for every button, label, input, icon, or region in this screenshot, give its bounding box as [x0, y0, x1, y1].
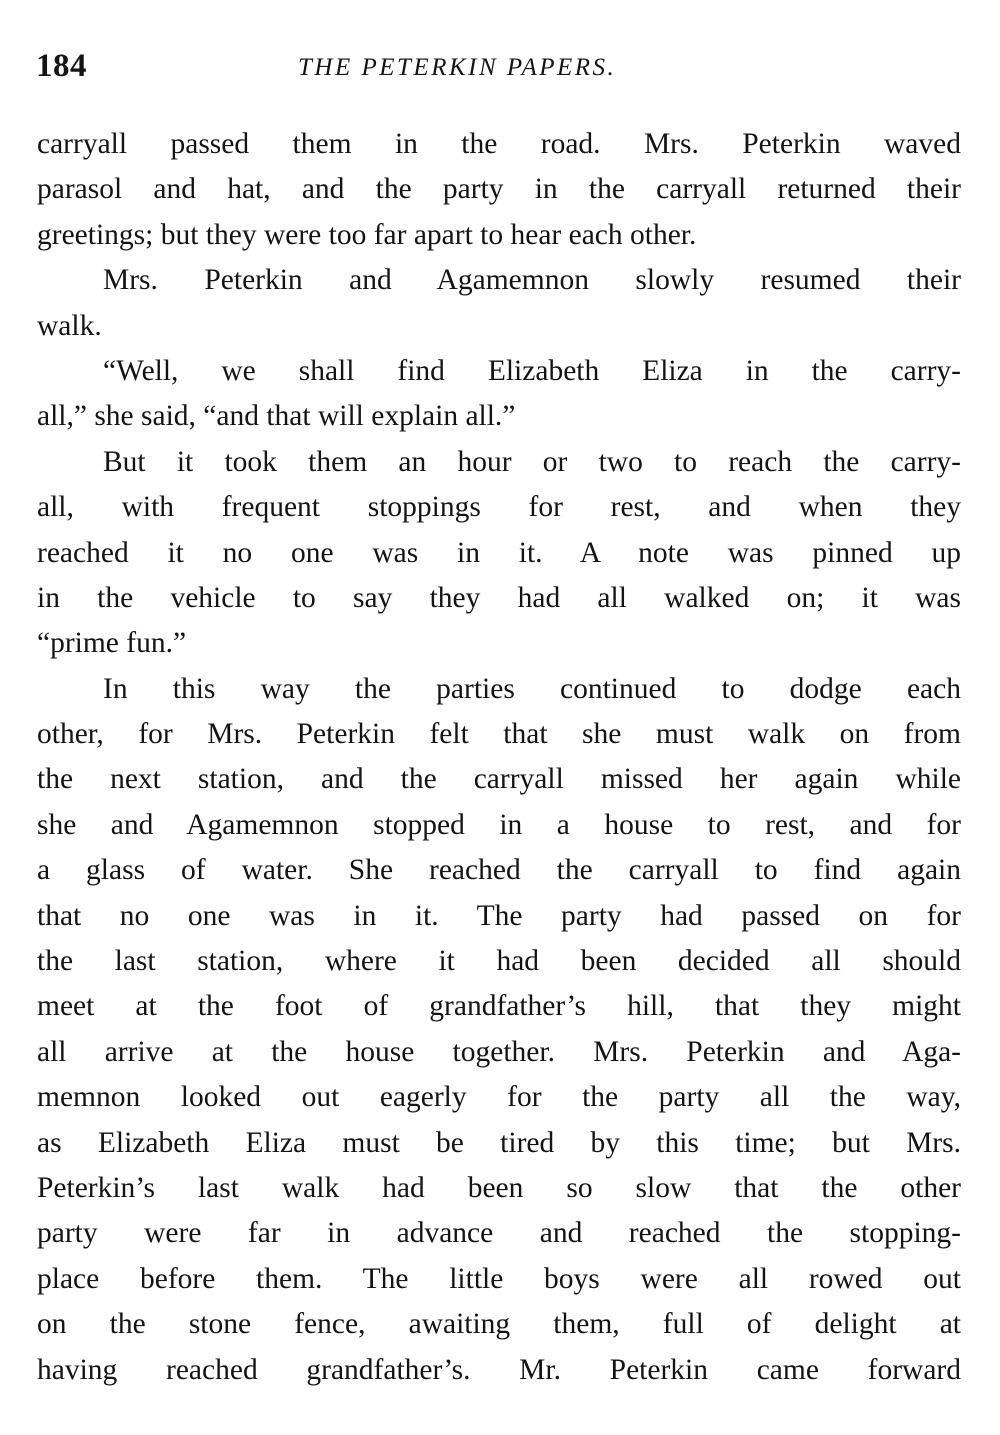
text-line: all, with frequent stoppings for rest, and when they [37, 491, 961, 524]
text-line: all,” she said, “and that will explain all.” [37, 400, 516, 433]
text-line: carryall passed them in the road. Mrs. Peterkin waved [37, 128, 961, 160]
text-line: the last station, where it had been decided all should [37, 945, 961, 978]
running-title: THE PETERKIN PAPERS. [298, 54, 617, 81]
text-line: she and Agamemnon stopped in a house to rest, and for [37, 808, 961, 841]
text-line: walk. [37, 309, 102, 342]
text-line: parasol and hat, and the party in the carryall returned their [37, 173, 961, 206]
text-line: the next station, and the carryall missed her again while [37, 763, 961, 796]
page-number: 184 [36, 48, 87, 84]
text-line: in the vehicle to say they had all walked on; it was [37, 581, 961, 614]
text-line: “Well, we shall find Elizabeth Eliza in the carry- [103, 354, 961, 387]
text-line: a glass of water. She reached the carryall to find again [37, 854, 961, 887]
text-line: Peterkin’s last walk had been so slow that the other [37, 1171, 961, 1204]
text-line: greetings; but they were too far apart to hear each other. [37, 218, 697, 251]
text-line: other, for Mrs. Peterkin felt that she must walk on from [37, 718, 961, 751]
text-line: having reached grandfather’s. Mr. Peterkin came forward [37, 1353, 961, 1386]
text-line: reached it no one was in it. A note was pinned up [37, 536, 961, 569]
text-line: “prime fun.” [37, 627, 187, 660]
text-line: on the stone fence, awaiting them, full of delight at [37, 1308, 961, 1341]
text-line: In this way the parties continued to dodge each [103, 672, 961, 705]
text-line: all arrive at the house together. Mrs. Peterkin and Aga- [37, 1035, 961, 1068]
text-line: Mrs. Peterkin and Agamemnon slowly resumed their [103, 264, 961, 297]
text-line: meet at the foot of grandfather’s hill, that they might [37, 990, 961, 1023]
text-line: that no one was in it. The party had passed on for [37, 899, 961, 932]
text-line: But it took them an hour or two to reach the carry- [103, 445, 961, 478]
text-line: party were far in advance and reached the stopping- [37, 1217, 961, 1250]
page-header [36, 48, 964, 88]
text-line: place before them. The little boys were all rowed out [37, 1262, 961, 1295]
body-text [37, 122, 961, 1393]
text-line: memnon looked out eagerly for the party all the way, [37, 1081, 961, 1114]
text-line: as Elizabeth Eliza must be tired by this time; but Mrs. [37, 1126, 961, 1159]
